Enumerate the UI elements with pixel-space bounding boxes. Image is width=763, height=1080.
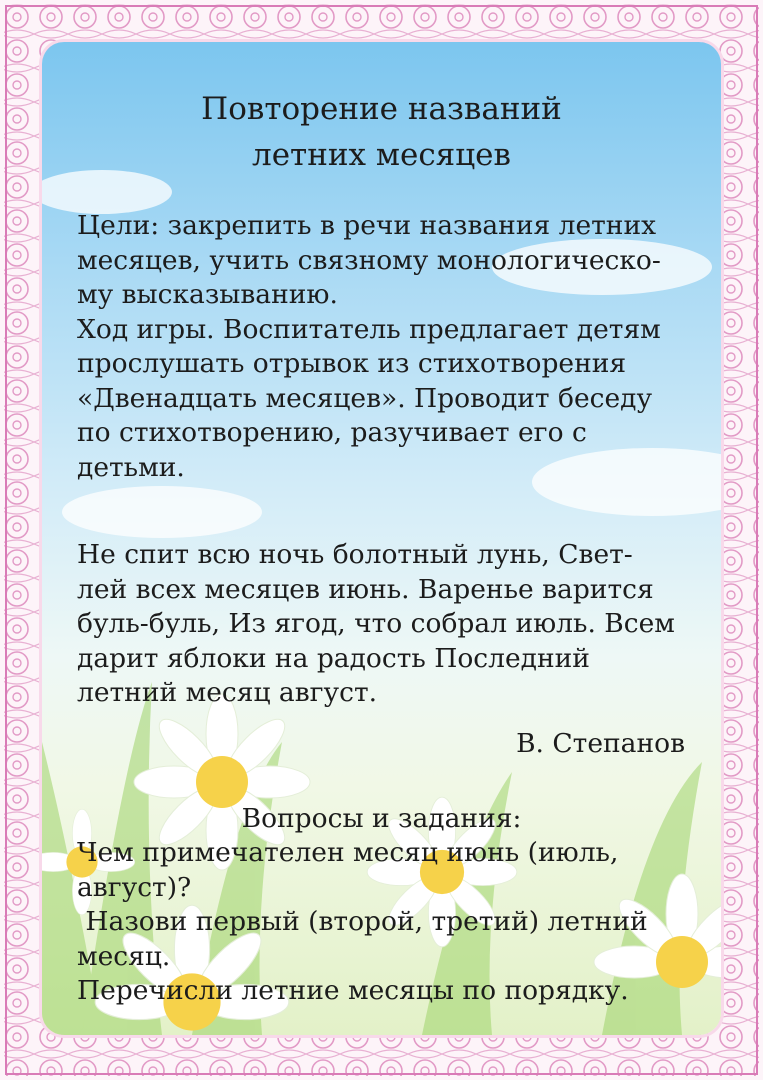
content-panel (42, 42, 721, 1035)
goals-paragraph (77, 209, 697, 485)
questions-heading: Вопросы и задания: (241, 803, 522, 834)
page-title (42, 86, 721, 178)
text-line: Цели: закрепить в речи названия летних (77, 210, 657, 241)
poem-line: летний месяц август. (77, 677, 378, 708)
poem-line: лей всех месяцев июнь. Варенье варится (77, 573, 654, 605)
questions-list (77, 836, 707, 1009)
text-line: му высказыванию. (77, 279, 338, 310)
poem-line: буль-буль, Из ягод, что собрал июль. Всем (77, 608, 675, 639)
title-line-1: Повторение названий (201, 91, 562, 127)
text-line: прослушать отрывок из стихотворения (77, 348, 627, 379)
text-content (42, 42, 721, 1035)
title-line-2: летних месяцев (252, 137, 511, 173)
poem-paragraph (77, 538, 697, 711)
question-line: Назови первый (второй, третий) летний (77, 906, 648, 937)
text-line: «Двенадцать месяцев». Проводит беседу (77, 382, 653, 414)
poem-line: дарит яблоки на радость Последний (77, 642, 590, 674)
poem-author: В. Степанов (516, 728, 685, 759)
text-line: Ход игры. Воспитатель предлагает детям (77, 313, 661, 345)
text-line: детьми. (77, 451, 185, 483)
poem-line: Не спит всю ночь болотный лунь, Свет- (77, 539, 633, 570)
question-line: август)? (77, 871, 192, 903)
question-line: Чем примечателен месяц июнь (июль, (77, 837, 619, 868)
text-line: месяцев, учить связному монологическо- (77, 244, 661, 276)
question-line: месяц. (77, 940, 171, 972)
question-line: Перечисли летние месяцы по порядку. (77, 975, 629, 1006)
text-line: по стихотворению, разучивает его с (77, 417, 587, 448)
